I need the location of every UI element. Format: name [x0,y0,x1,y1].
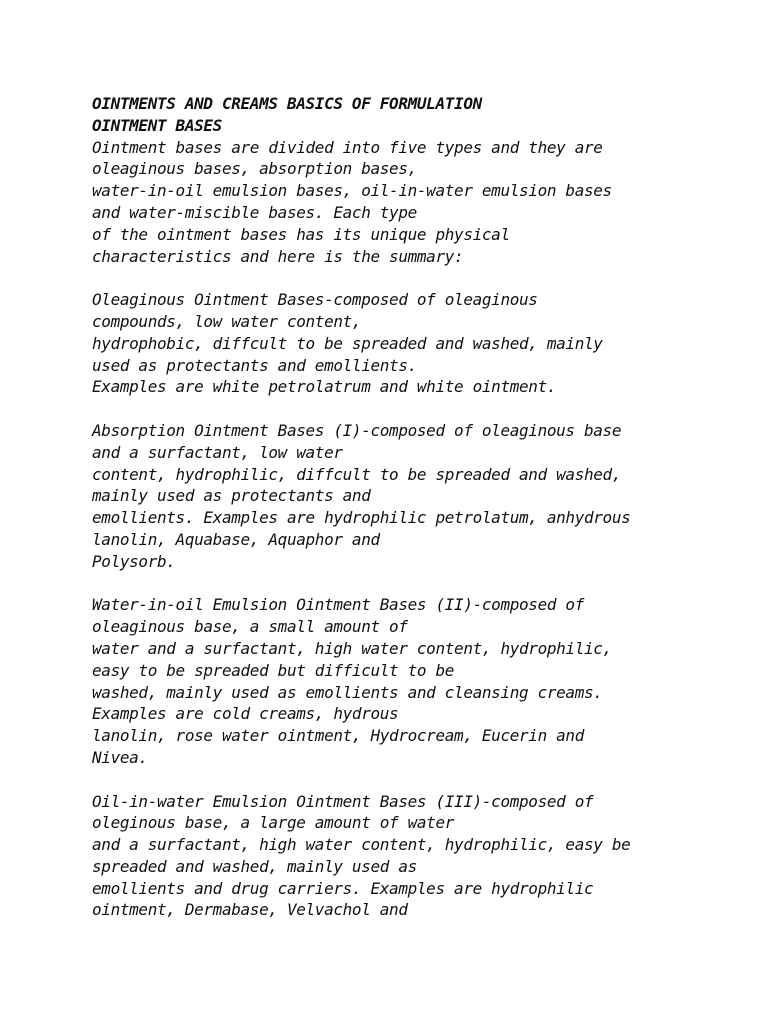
paragraph-line: hydrophobic, diffcult to be spreaded and washed, mainly [92,333,603,353]
paragraph-line: Polysorb. [92,551,176,571]
paragraph-oleaginous [92,289,752,398]
paragraph-gap [92,398,752,420]
paragraph-line: emollients and drug carriers. Examples are hydrophilic [92,878,594,898]
paragraph-line: emollients. Examples are hydrophilic petrolatum, anhydrous [92,508,631,528]
paragraph-oil-in-water [92,791,752,922]
document-body [92,93,752,921]
paragraph-line: easy to be spreaded but difficult to be [92,660,455,680]
section-heading: OINTMENT BASES [92,115,222,135]
paragraph-water-in-oil [92,594,752,768]
paragraph-line: Absorption Ointment Bases (I)-composed of oleaginous base [92,420,622,440]
paragraph-gap [92,267,752,289]
paragraph-line: water and a surfactant, high water content, hydrophilic, [92,638,612,658]
paragraph-absorption [92,420,752,573]
paragraph-line: Nivea. [92,747,148,767]
paragraph-line: oleaginous bases, absorption bases, [92,159,417,179]
paragraph-intro [92,137,752,268]
paragraph-line: water-in-oil emulsion bases, oil-in-water emulsion bases [92,181,612,201]
paragraph-line: mainly used as protectants and [92,486,371,506]
paragraph-gap [92,573,752,595]
document-title: OINTMENTS AND CREAMS BASICS OF FORMULATION [92,94,482,113]
paragraph-line: lanolin, rose water ointment, Hydrocream, Eucerin and [92,726,584,746]
paragraph-line: characteristics and here is the summary: [92,246,464,266]
paragraph-line: Examples are cold creams, hydrous [92,704,399,724]
paragraph-line: lanolin, Aquabase, Aquaphor and [92,529,380,549]
paragraph-line: and a surfactant, high water content, hydrophilic, easy be [92,835,631,855]
paragraph-line: spreaded and washed, mainly used as [92,856,417,876]
paragraph-gap [92,769,752,791]
paragraph-line: used as protectants and emollients. [92,355,417,375]
paragraph-line: content, hydrophilic, diffcult to be spreaded and washed, [92,464,622,484]
paragraph-line: Oil-in-water Emulsion Ointment Bases (III)-composed of [92,791,594,811]
paragraph-line: Water-in-oil Emulsion Ointment Bases (II)-composed of [92,595,584,615]
paragraph-line: Ointment bases are divided into five types and they are [92,137,603,157]
paragraph-line: washed, mainly used as emollients and cleansing creams. [92,682,603,702]
paragraph-line: and a surfactant, low water [92,442,343,462]
paragraph-line: of the ointment bases has its unique physical [92,224,510,244]
paragraph-line: and water-miscible bases. Each type [92,202,417,222]
paragraph-line: compounds, low water content, [92,311,362,331]
paragraph-line: ointment, Dermabase, Velvachol and [92,900,408,920]
paragraph-line: oleginous base, a large amount of water [92,813,455,833]
paragraph-line: Oleaginous Ointment Bases-composed of oleaginous [92,290,538,310]
paragraph-line: oleaginous base, a small amount of [92,617,408,637]
paragraph-line: Examples are white petrolatrum and white ointment. [92,377,557,397]
